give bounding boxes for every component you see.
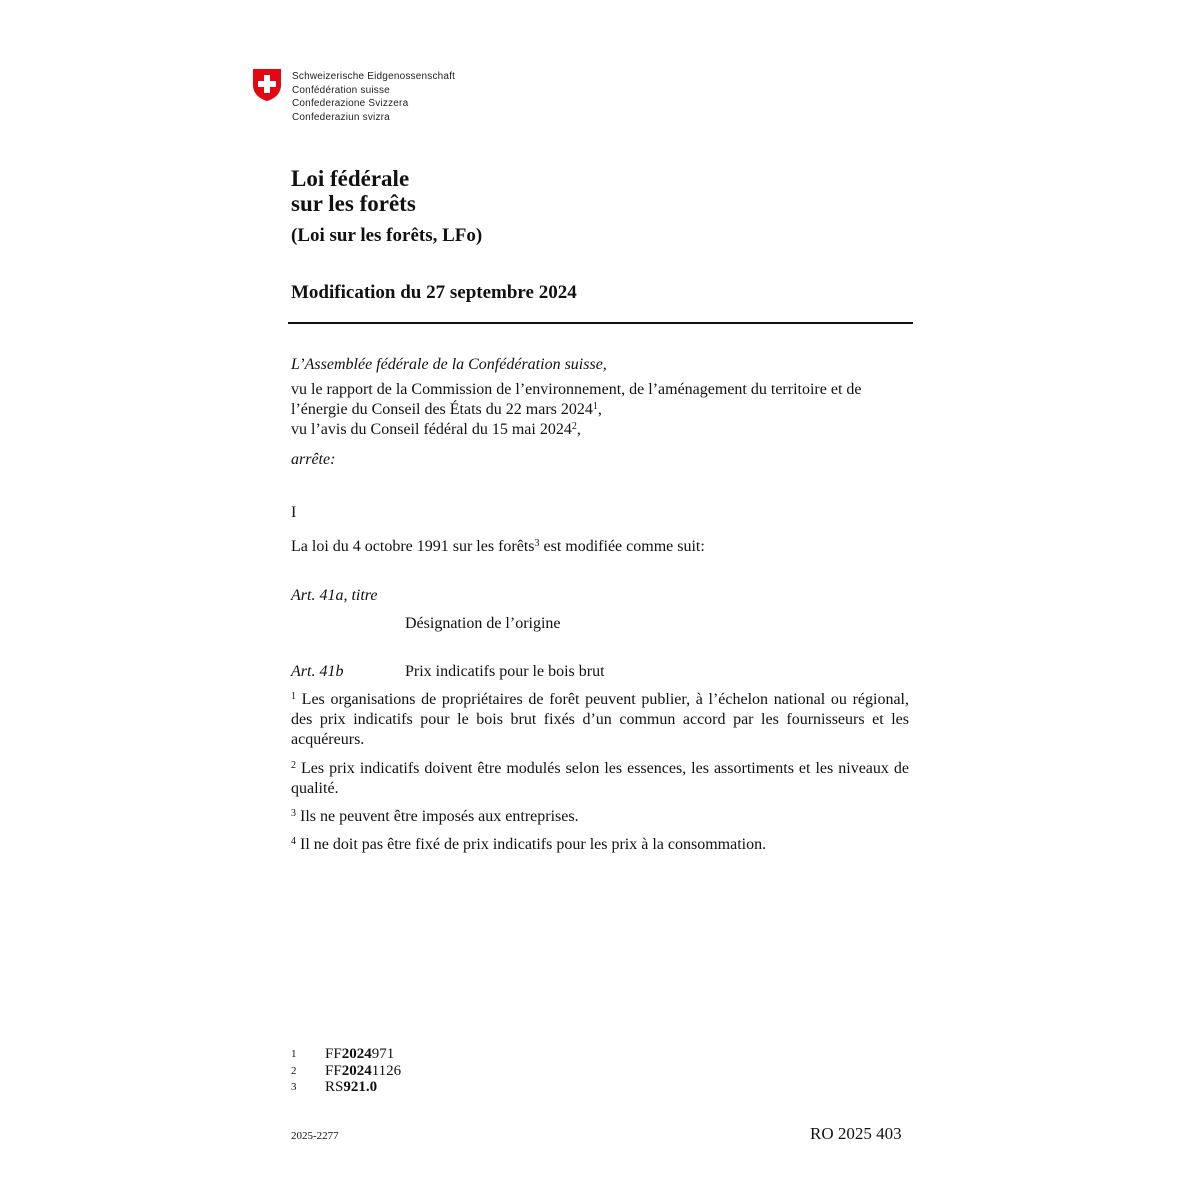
short-title: (Loi sur les forêts, LFo): [291, 225, 483, 246]
article-paragraph: $^2$ Les prix indicatifs doivent être modulés selon les essences, les assortiments et les niveaux de qualité.: [291, 760, 909, 797]
article-paragraph: $^1$ Les organisations de propriétaires de forêt peuvent publier, à l’échelon national ou régional, des prix indicatifs pour le bois brut fixés d’un commun accord par les fournisseurs et les acquéreurs.: [291, 691, 909, 748]
confederation-name-de: Schweizerische Eidgenossenschaft: [292, 71, 456, 82]
article-41a-label: Art. 41a, titre: [291, 587, 378, 604]
article-paragraph: $^4$ Il ne doit pas être fixé de prix indicatifs pour les prix à la consommation.: [291, 836, 767, 853]
confederation-name-it: Confederazione Svizzera: [292, 98, 409, 109]
amendment-intro: La loi du 4 octobre 1991 sur les forêts$^3$ est modifiée comme suit:: [291, 538, 705, 555]
footnote-ref-1[interactable]: 1: [592, 401, 598, 412]
modification-date: Modification du 27 septembre 2024: [291, 282, 577, 303]
article-41b-title: Prix indicatifs pour le bois brut: [405, 663, 605, 680]
footnote-2: 2 FF 2024 1126: [291, 1063, 402, 1079]
report-consideration: vu le rapport de la Commission de l’environnement, de l’aménagement du territoire et de l’énergie du Conseil des États du 22 mars 2024$^1$,: [291, 381, 862, 418]
footnote-ref-2[interactable]: 2: [571, 421, 577, 432]
title-line-2: sur les forêts: [291, 191, 416, 216]
opinion-consideration: vu l’avis du Conseil fédéral du 15 mai 2024$^2$,: [291, 421, 581, 438]
document-number: 2025-2277: [291, 1130, 339, 1142]
confederation-names: [292, 70, 455, 124]
footnote-ref-3[interactable]: 3: [534, 538, 540, 549]
enacting-body: L’Assemblée fédérale de la Confédération suisse,: [291, 356, 607, 373]
footnote-3: 3 RS 921.0: [291, 1079, 378, 1095]
article-paragraph: $^3$ Ils ne peuvent être imposés aux entreprises.: [291, 808, 579, 825]
swiss-cross-icon: [252, 68, 282, 102]
article-41a-title: Désignation de l’origine: [405, 615, 561, 632]
confederation-name-rm: Confederaziun svizra: [292, 111, 390, 123]
section-numeral: I: [291, 504, 297, 521]
title-line-1: Loi fédérale: [291, 166, 410, 191]
ro-reference: RO 2025 403: [810, 1124, 902, 1143]
title-divider: [288, 322, 913, 324]
document-title: [291, 166, 416, 216]
footnote-1: 1 FF 2024 971: [291, 1046, 395, 1062]
article-41b-label: Art. 41b: [291, 663, 344, 680]
preamble-considerations: [291, 380, 911, 440]
decree-word: arrête:: [291, 451, 336, 468]
confederation-name-fr: Confédération suisse: [292, 84, 390, 96]
